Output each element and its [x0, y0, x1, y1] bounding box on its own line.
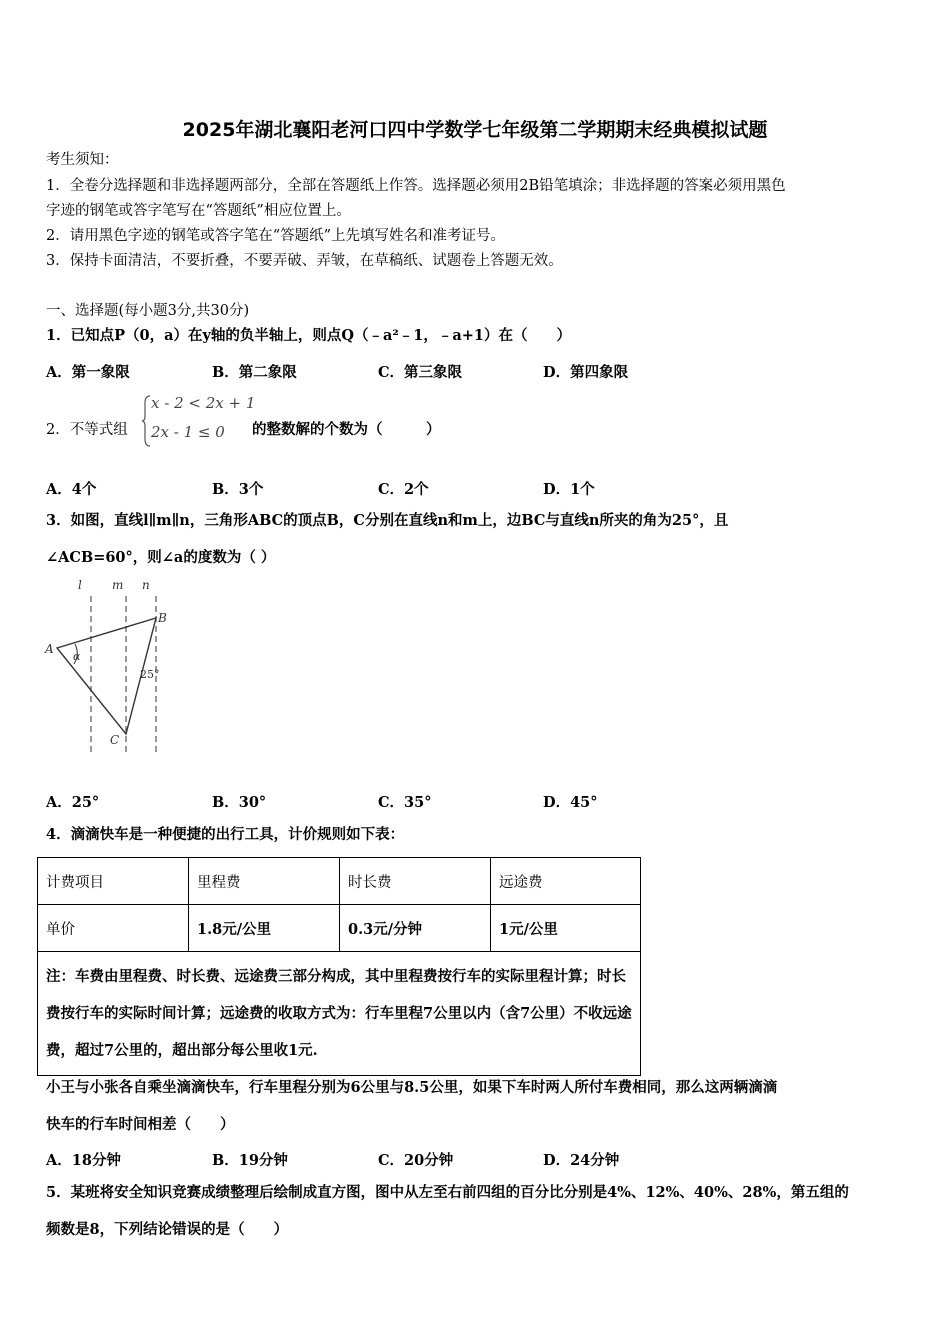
table-row: [38, 858, 641, 905]
notice-heading: 考生须知：: [46, 152, 119, 168]
label-a: A: [45, 642, 54, 656]
question-4-text-line2: 快车的行车时间相差（ ）: [46, 1116, 235, 1133]
q3-option-a: A．25°: [46, 794, 100, 811]
table-cell: 1.8元/公里: [189, 905, 340, 952]
q2-option-a: A．4个: [46, 481, 97, 498]
question-4-stem: 4．滴滴快车是一种便捷的出行工具，计价规则如下表：: [46, 826, 405, 843]
label-c: C: [110, 733, 120, 747]
section-heading: 一、选择题(每小题3分,共30分): [46, 303, 250, 319]
table-cell: 0.3元/分钟: [340, 905, 491, 952]
q4-option-a: A．18分钟: [46, 1152, 121, 1169]
question-1-stem: 1．已知点P（0，a）在y轴的负半轴上，则点Q（﹣a²﹣1，﹣a+1）在（ ）: [46, 327, 571, 344]
table-header-cell: 计费项目: [38, 858, 189, 905]
question-4-text-line1: 小王与小张各自乘坐滴滴快车，行车里程分别为6公里与8.5公里，如果下车时两人所付车费相同，那么这两辆滴滴: [46, 1079, 778, 1096]
table-header-cell: 远途费: [491, 858, 641, 905]
triangle-figure: [40, 578, 180, 763]
q2-option-c: C．2个: [378, 481, 429, 498]
table-note: 注：车费由里程费、时长费、远途费三部分构成，其中里程费按行车的实际里程计算；时长费按行车的实际时间计算；远途费的收取方式为：行车里程7公里以内（含7公里）不收远途费，超过7公里的，超出部分每公里收1元.: [38, 952, 641, 1076]
q4-option-b: B．19分钟: [212, 1152, 288, 1169]
label-25-degree: 25°: [140, 668, 160, 681]
notice-item: 2．请用黑色字迹的钢笔或答字笔在“答题纸”上先填写姓名和准考证号。: [46, 228, 506, 244]
inequality-1: x - 2 < 2x + 1: [151, 394, 256, 412]
q1-option-b: B．第二象限: [212, 364, 297, 381]
q3-option-c: C．35°: [378, 794, 432, 811]
notice-item: 字迹的钢笔或答字笔写在“答题纸”相应位置上。: [46, 203, 351, 219]
inequality-2: 2x - 1 ≤ 0: [151, 423, 225, 441]
table-header-cell: 里程费: [189, 858, 340, 905]
question-2-prefix: 2．不等式组: [46, 422, 128, 438]
q4-option-c: C．20分钟: [378, 1152, 454, 1169]
question-2-suffix: 的整数解的个数为（ ）: [252, 421, 441, 438]
fee-table: [37, 857, 641, 1076]
table-row: [38, 952, 641, 1076]
page-title: 2025年湖北襄阳老河口四中学数学七年级第二学期期末经典模拟试题: [182, 119, 768, 141]
q2-option-d: D．1个: [543, 481, 595, 498]
table-cell: 单价: [38, 905, 189, 952]
table-cell: 1元/公里: [491, 905, 641, 952]
notice-item: 3．保持卡面清洁，不要折叠，不要弄破、弄皱，在草稿纸、试题卷上答题无效。: [46, 253, 563, 269]
q4-option-d: D．24分钟: [543, 1152, 620, 1169]
table-row: [38, 905, 641, 952]
label-n: n: [142, 578, 150, 592]
system-brace: [141, 395, 151, 447]
q3-option-b: B．30°: [212, 794, 267, 811]
question-3-stem-line2: ∠ACB=60°，则∠a的度数为（ ）: [46, 549, 276, 566]
q3-option-d: D．45°: [543, 794, 598, 811]
question-3-stem-line1: 3．如图，直线l∥m∥n，三角形ABC的顶点B，C分别在直线n和m上，边BC与直线n所夹的角为25°，且: [46, 512, 729, 529]
q2-option-b: B．3个: [212, 481, 264, 498]
q1-option-c: C．第三象限: [378, 364, 463, 381]
question-5-stem-line2: 频数是8，下列结论错误的是（ ）: [46, 1221, 289, 1238]
q1-option-a: A．第一象限: [46, 364, 130, 381]
notice-item: 1．全卷分选择题和非选择题两部分，全部在答题纸上作答。选择题必须用2B铅笔填涂；非选择题的答案必须用黑色: [46, 178, 786, 194]
label-m: m: [112, 578, 124, 592]
table-header-cell: 时长费: [340, 858, 491, 905]
label-b: B: [158, 611, 167, 625]
label-alpha: α: [73, 650, 81, 663]
label-l: l: [78, 578, 82, 592]
q1-option-d: D．第四象限: [543, 364, 629, 381]
question-5-stem-line1: 5．某班将安全知识竞赛成绩整理后绘制成直方图，图中从左至右前四组的百分比分别是4%、12%、40%、28%，第五组的: [46, 1184, 849, 1201]
